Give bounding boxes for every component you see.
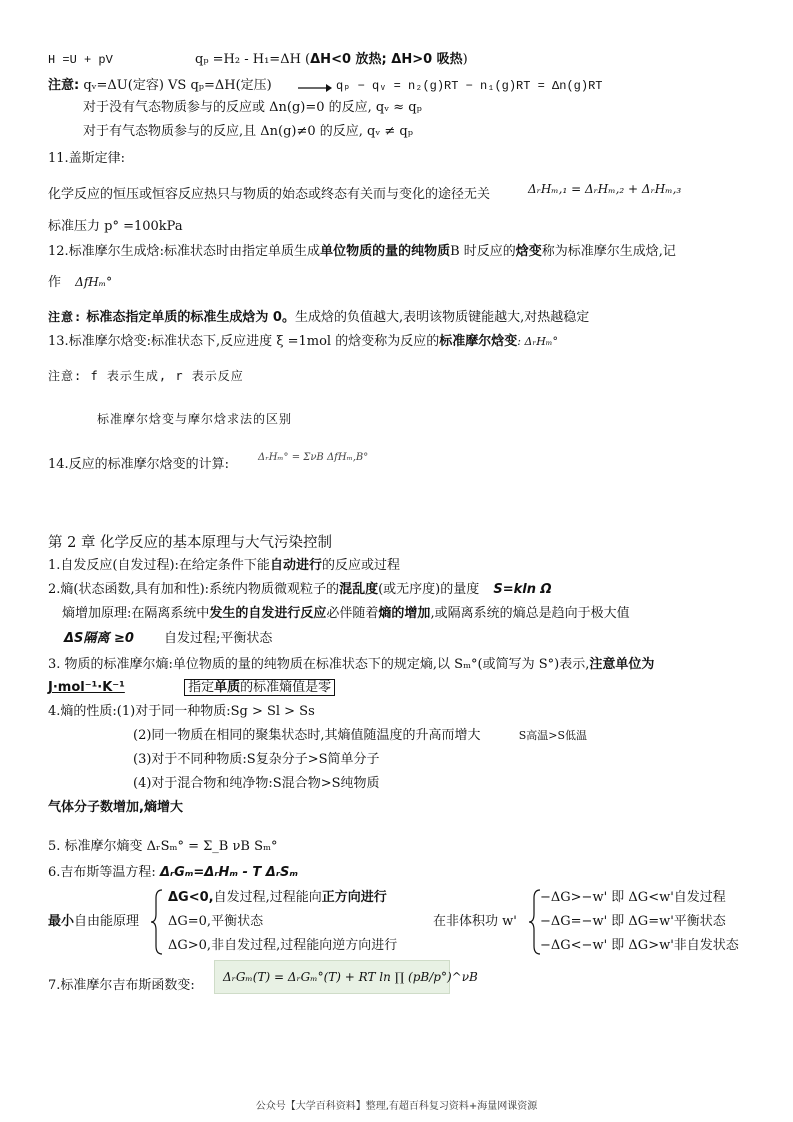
dg-lt0: ΔG<0, <box>168 890 214 905</box>
enthalpy-calc-heading: 14.反应的标准摩尔焓变的计算: <box>48 457 230 472</box>
hess-law-statement: 化学反应的恒压或恒容反应热只与物质的始态或终态有关而与变化的途径无关 <box>48 187 491 202</box>
gibbs-function-heading: 7.标准摩尔吉布斯函数变: <box>48 978 195 993</box>
entropy-increase-principle <box>62 605 630 623</box>
sme-2: 注意单位为 <box>589 657 655 672</box>
boltzmann-formula: S=kln Ω <box>493 582 552 597</box>
formation-enthalpy-def <box>48 243 676 261</box>
non-volume-work-label: 在非体积功 w' <box>433 914 517 929</box>
entropy-property-2 <box>133 727 587 745</box>
ep2-text: (2)同一物质在相同的聚集状态时,其熵值随温度的升高而增大 <box>133 728 481 743</box>
entropy-property-1: 4.熵的性质:(1)对于同一种物质:Sg > Sl > Ss <box>48 704 315 719</box>
gibbs-label: 6.吉布斯等温方程: <box>48 865 156 880</box>
entropy-def <box>48 581 552 599</box>
sme-1: 3. 物质的标准摩尔熵:单位物质的量的纯物质在标准状态下的规定熵,以 Sₘ°(或简写为 S°)表示, <box>48 657 590 672</box>
dg-positive: ΔG>0,非自发过程,过程能向逆方向进行 <box>168 938 398 953</box>
hess-law-heading: 11.盖斯定律: <box>48 151 126 166</box>
chapter2-title: 第 2 章 化学反应的基本原理与大气污染控制 <box>48 535 333 551</box>
dg-lt0-text: 自发过程,过程能向 <box>213 890 322 905</box>
formation-symbol: ΔfHₘ° <box>75 275 113 289</box>
re-part2: 标准摩尔焓变 <box>439 334 518 349</box>
gibbs-formula: ΔᵣGₘ(T) = ΔᵣGₘ°(T) + RT ln ∏ (pB/p°)^νB <box>223 970 478 984</box>
fe-part4: 焓变 <box>515 244 542 259</box>
gibbs-formula-box <box>214 960 478 994</box>
fe-part3: B 时反应的 <box>450 244 516 259</box>
work-case-1: −ΔG>−w' 即 ΔG<w'自发过程 <box>540 890 726 905</box>
ei-2: 发生的自发进行反应 <box>209 606 327 621</box>
en-2: 混乱度 <box>339 582 379 597</box>
ei-3: 必伴随着 <box>326 606 379 621</box>
forward-direction: 正方向进行 <box>321 890 387 905</box>
entropy-unit-line <box>48 679 335 697</box>
enthalpy-definition: H =U + pV <box>48 53 113 67</box>
footer-note: 公众号【大学百科资料】整理,有超百科复习资料+海量网课资源 <box>255 1101 538 1112</box>
left-brace-icon <box>150 888 164 956</box>
standard-entropy-change: 5. 标准摩尔熵变 ΔᵣSₘ° = Σ_B νB Sₘ° <box>48 839 278 854</box>
re-part1: 13.标准摩尔焓变:标准状态下,反应进度 ξ =1mol 的焓变称为反应的 <box>48 334 440 349</box>
spontaneous-equilibrium: 自发过程;平衡状态 <box>164 631 273 646</box>
ze-3: 的标准熵值是零 <box>240 680 332 695</box>
sp-1: 1.自发反应(自发过程):在给定条件下能 <box>48 558 270 573</box>
note-f-r: 注意: f 表示生成, r 表示反应 <box>48 369 244 383</box>
ze-1: 指定 <box>188 680 215 695</box>
entropy-property-3: (3)对于不同种物质:S复杂分子>S简单分子 <box>133 752 380 767</box>
dg-negative <box>168 889 387 907</box>
hess-formula: ΔᵣHₘ,₁ = ΔᵣHₘ,₂ + ΔᵣHₘ,₃ <box>528 182 682 196</box>
dg-zero: ΔG=0,平衡状态 <box>168 914 264 929</box>
ep2-formula: S高温>S低温 <box>518 729 587 742</box>
gibbs-isothermal <box>48 864 298 882</box>
sp-2: 自动进行 <box>269 558 322 573</box>
standard-pressure: 标准压力 p° =100kPa <box>48 219 183 234</box>
note-label: 注意: <box>48 78 80 93</box>
zuo: 作 <box>48 275 62 290</box>
isolated-entropy <box>64 630 272 648</box>
en-1: 2.熵(状态函数,具有加和性):系统内物质微观粒子的 <box>48 582 340 597</box>
fe-part1: 12.标准摩尔生成焓:标准状态时由指定单质生成 <box>48 244 321 259</box>
gas-case: 对于有气态物质参与的反应,且 Δn(g)≠0 的反应, qᵥ ≠ qₚ <box>83 124 413 139</box>
zero-entropy-box <box>184 679 335 696</box>
stability-note: 生成焓的负值越大,表明该物质键能越大,对热越稳定 <box>294 310 590 325</box>
ei-5: ,或隔离系统的熵总是趋向于极大值 <box>430 606 630 621</box>
en-3: (或无序度)的量度 <box>378 582 480 597</box>
entropy-unit: J·mol⁻¹·K⁻¹ <box>48 680 125 695</box>
arrow-icon <box>298 84 332 92</box>
qv-vs-qp: qᵥ=ΔU(定容) VS qₚ=ΔH(定压) <box>83 78 272 93</box>
paren-close: ) <box>462 52 468 67</box>
delta-s-isolated: ΔS隔离 ≥0 <box>64 631 134 646</box>
re-symbol: : ΔᵣHₘ° <box>517 335 559 348</box>
fe-part5: 称为标准摩尔生成焓,记 <box>541 244 676 259</box>
qp-equation <box>195 51 468 69</box>
fe-part2: 单位物质的量的纯物质 <box>320 244 451 259</box>
reaction-enthalpy-def <box>48 333 558 351</box>
sp-3: 的反应或过程 <box>321 558 400 573</box>
note-formation <box>48 308 589 327</box>
zuixiao: 最小 <box>48 914 75 929</box>
entropy-property-4: (4)对于混合物和纯净物:S混合物>S纯物质 <box>133 776 380 791</box>
standard-element-zero: 标准态指定单质的标准生成焓为 0。 <box>86 310 295 325</box>
formation-symbol-line <box>48 273 112 292</box>
no-gas-case: 对于没有气态物质参与的反应或 Δn(g)=0 的反应, qᵥ ≈ qₚ <box>83 100 422 115</box>
note-qv-qp <box>48 77 272 95</box>
ei-1: 熵增加原理:在隔离系统中 <box>62 606 210 621</box>
standard-molar-entropy-def <box>48 656 654 674</box>
spontaneous-def <box>48 557 400 575</box>
qp-text: qₚ =H₂ - H₁=ΔH ( <box>195 52 311 67</box>
difference-note: 标准摩尔焓变与摩尔焓求法的区别 <box>97 412 293 426</box>
free-energy-principle: 自由能原理 <box>74 914 140 929</box>
work-case-3: −ΔG<−w' 即 ΔG>w'非自发状态 <box>540 938 739 953</box>
work-case-2: −ΔG=−w' 即 ΔG=w'平衡状态 <box>540 914 726 929</box>
exo-endo-note: ΔH<0 放热; ΔH>0 吸热 <box>310 52 463 67</box>
ei-4: 熵的增加 <box>378 606 431 621</box>
gibbs-equation: ΔᵣGₘ=ΔᵣHₘ - T ΔᵣSₘ <box>159 865 298 880</box>
gas-molecule-note: 气体分子数增加,熵增大 <box>48 800 183 815</box>
note-label-2: 注意: <box>48 310 83 324</box>
min-free-energy-label <box>48 913 139 931</box>
ze-2: 单质 <box>214 680 241 695</box>
enthalpy-calc-formula: ΔᵣHₘ° = ΣνB ΔfHₘ,B° <box>258 452 369 463</box>
qp-qv-relation: qₚ − qᵥ = n₂(g)RT − n₁(g)RT = Δn(g)RT <box>336 79 603 93</box>
